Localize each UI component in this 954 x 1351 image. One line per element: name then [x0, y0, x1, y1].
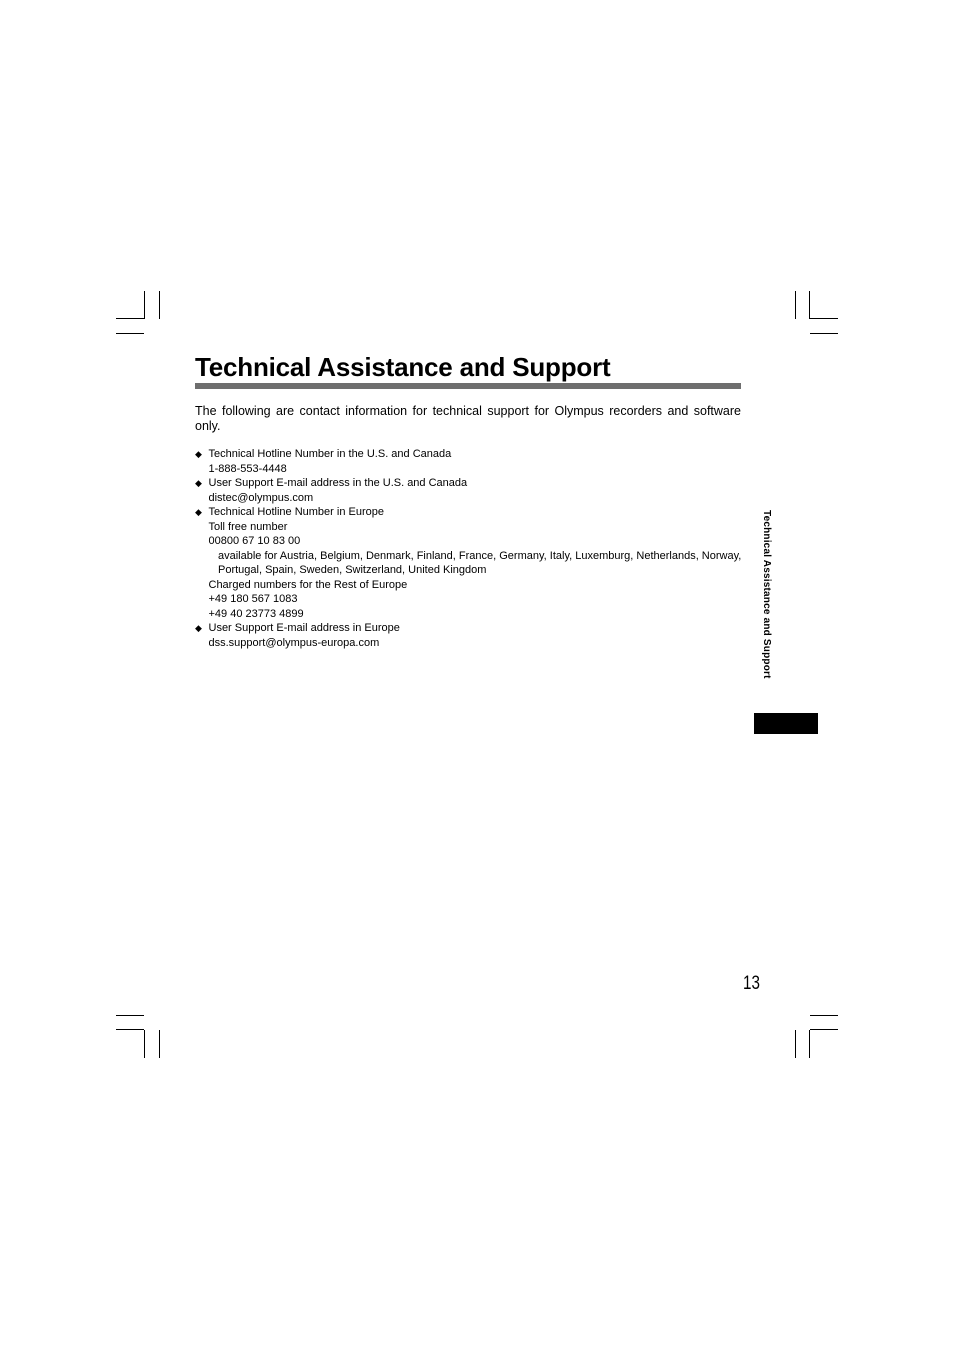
crop-mark — [159, 291, 160, 319]
crop-mark — [810, 318, 838, 319]
list-item-text: +49 40 23773 4899 — [208, 607, 304, 620]
list-item-text: Technical Hotline Number in Europe — [208, 506, 384, 518]
crop-mark — [810, 333, 838, 334]
list-item-text: distec@olympus.com — [208, 491, 314, 504]
crop-mark — [116, 318, 144, 319]
diamond-bullet-icon: ◆ — [195, 478, 202, 488]
crop-mark — [795, 1030, 796, 1058]
list-item-text: User Support E-mail address in Europe — [208, 622, 400, 634]
title-rule — [195, 383, 741, 389]
crop-mark — [144, 1030, 145, 1058]
diamond-bullet-icon: ◆ — [195, 507, 202, 517]
list-item-text: +49 180 567 1083 — [208, 593, 298, 605]
list-item — [195, 476, 743, 491]
crop-mark — [809, 1030, 810, 1058]
crop-mark — [159, 1030, 160, 1058]
list-item-detail — [195, 578, 743, 593]
list-item-text: 1-888-553-4448 — [208, 462, 287, 475]
list-item-detail — [195, 592, 743, 607]
list-item-detail — [195, 462, 743, 477]
crop-mark — [116, 1015, 144, 1016]
list-item-text: Technical Hotline Number in the U.S. and Canada — [208, 448, 452, 460]
list-item — [195, 447, 743, 462]
crop-mark — [116, 333, 144, 334]
crop-mark — [144, 291, 145, 319]
list-item — [195, 621, 743, 636]
intro-paragraph: The following are contact information for technical support for Olympus recorders and software only. — [195, 404, 741, 433]
list-item-text: Charged numbers for the Rest of Europe — [208, 578, 408, 591]
crop-mark — [116, 1029, 144, 1030]
list-item-detail — [195, 607, 743, 622]
crop-mark — [810, 1029, 838, 1030]
list-item-text: Toll free number — [208, 520, 288, 533]
list-item-text: 00800 67 10 83 00 — [208, 535, 301, 547]
diamond-bullet-icon: ◆ — [195, 623, 202, 633]
list-item-text: available for Austria, Belgium, Denmark, Finland, France, Germany, Italy, Luxemburg, Netherlands, Norway, Portugal, Spain, Sweden, Switzerland, United Kingdom — [218, 549, 742, 576]
page-number: 13 — [743, 973, 760, 994]
side-tab-block — [754, 713, 818, 734]
list-item-text: dss.support@olympus-europa.com — [208, 636, 380, 649]
contact-list — [195, 447, 743, 650]
page-title: Technical Assistance and Support — [195, 352, 611, 382]
list-item-detail — [195, 491, 743, 506]
side-tab-label: Technical Assistance and Support — [761, 510, 772, 679]
list-item-detail — [195, 534, 743, 549]
diamond-bullet-icon: ◆ — [195, 449, 202, 459]
crop-mark — [810, 1015, 838, 1016]
list-item-detail — [195, 636, 743, 651]
list-item-detail — [195, 520, 743, 535]
crop-mark — [795, 291, 796, 319]
list-item-detail — [195, 549, 743, 578]
list-item — [195, 505, 743, 520]
crop-mark — [809, 291, 810, 319]
list-item-text: User Support E-mail address in the U.S. and Canada — [208, 477, 468, 489]
